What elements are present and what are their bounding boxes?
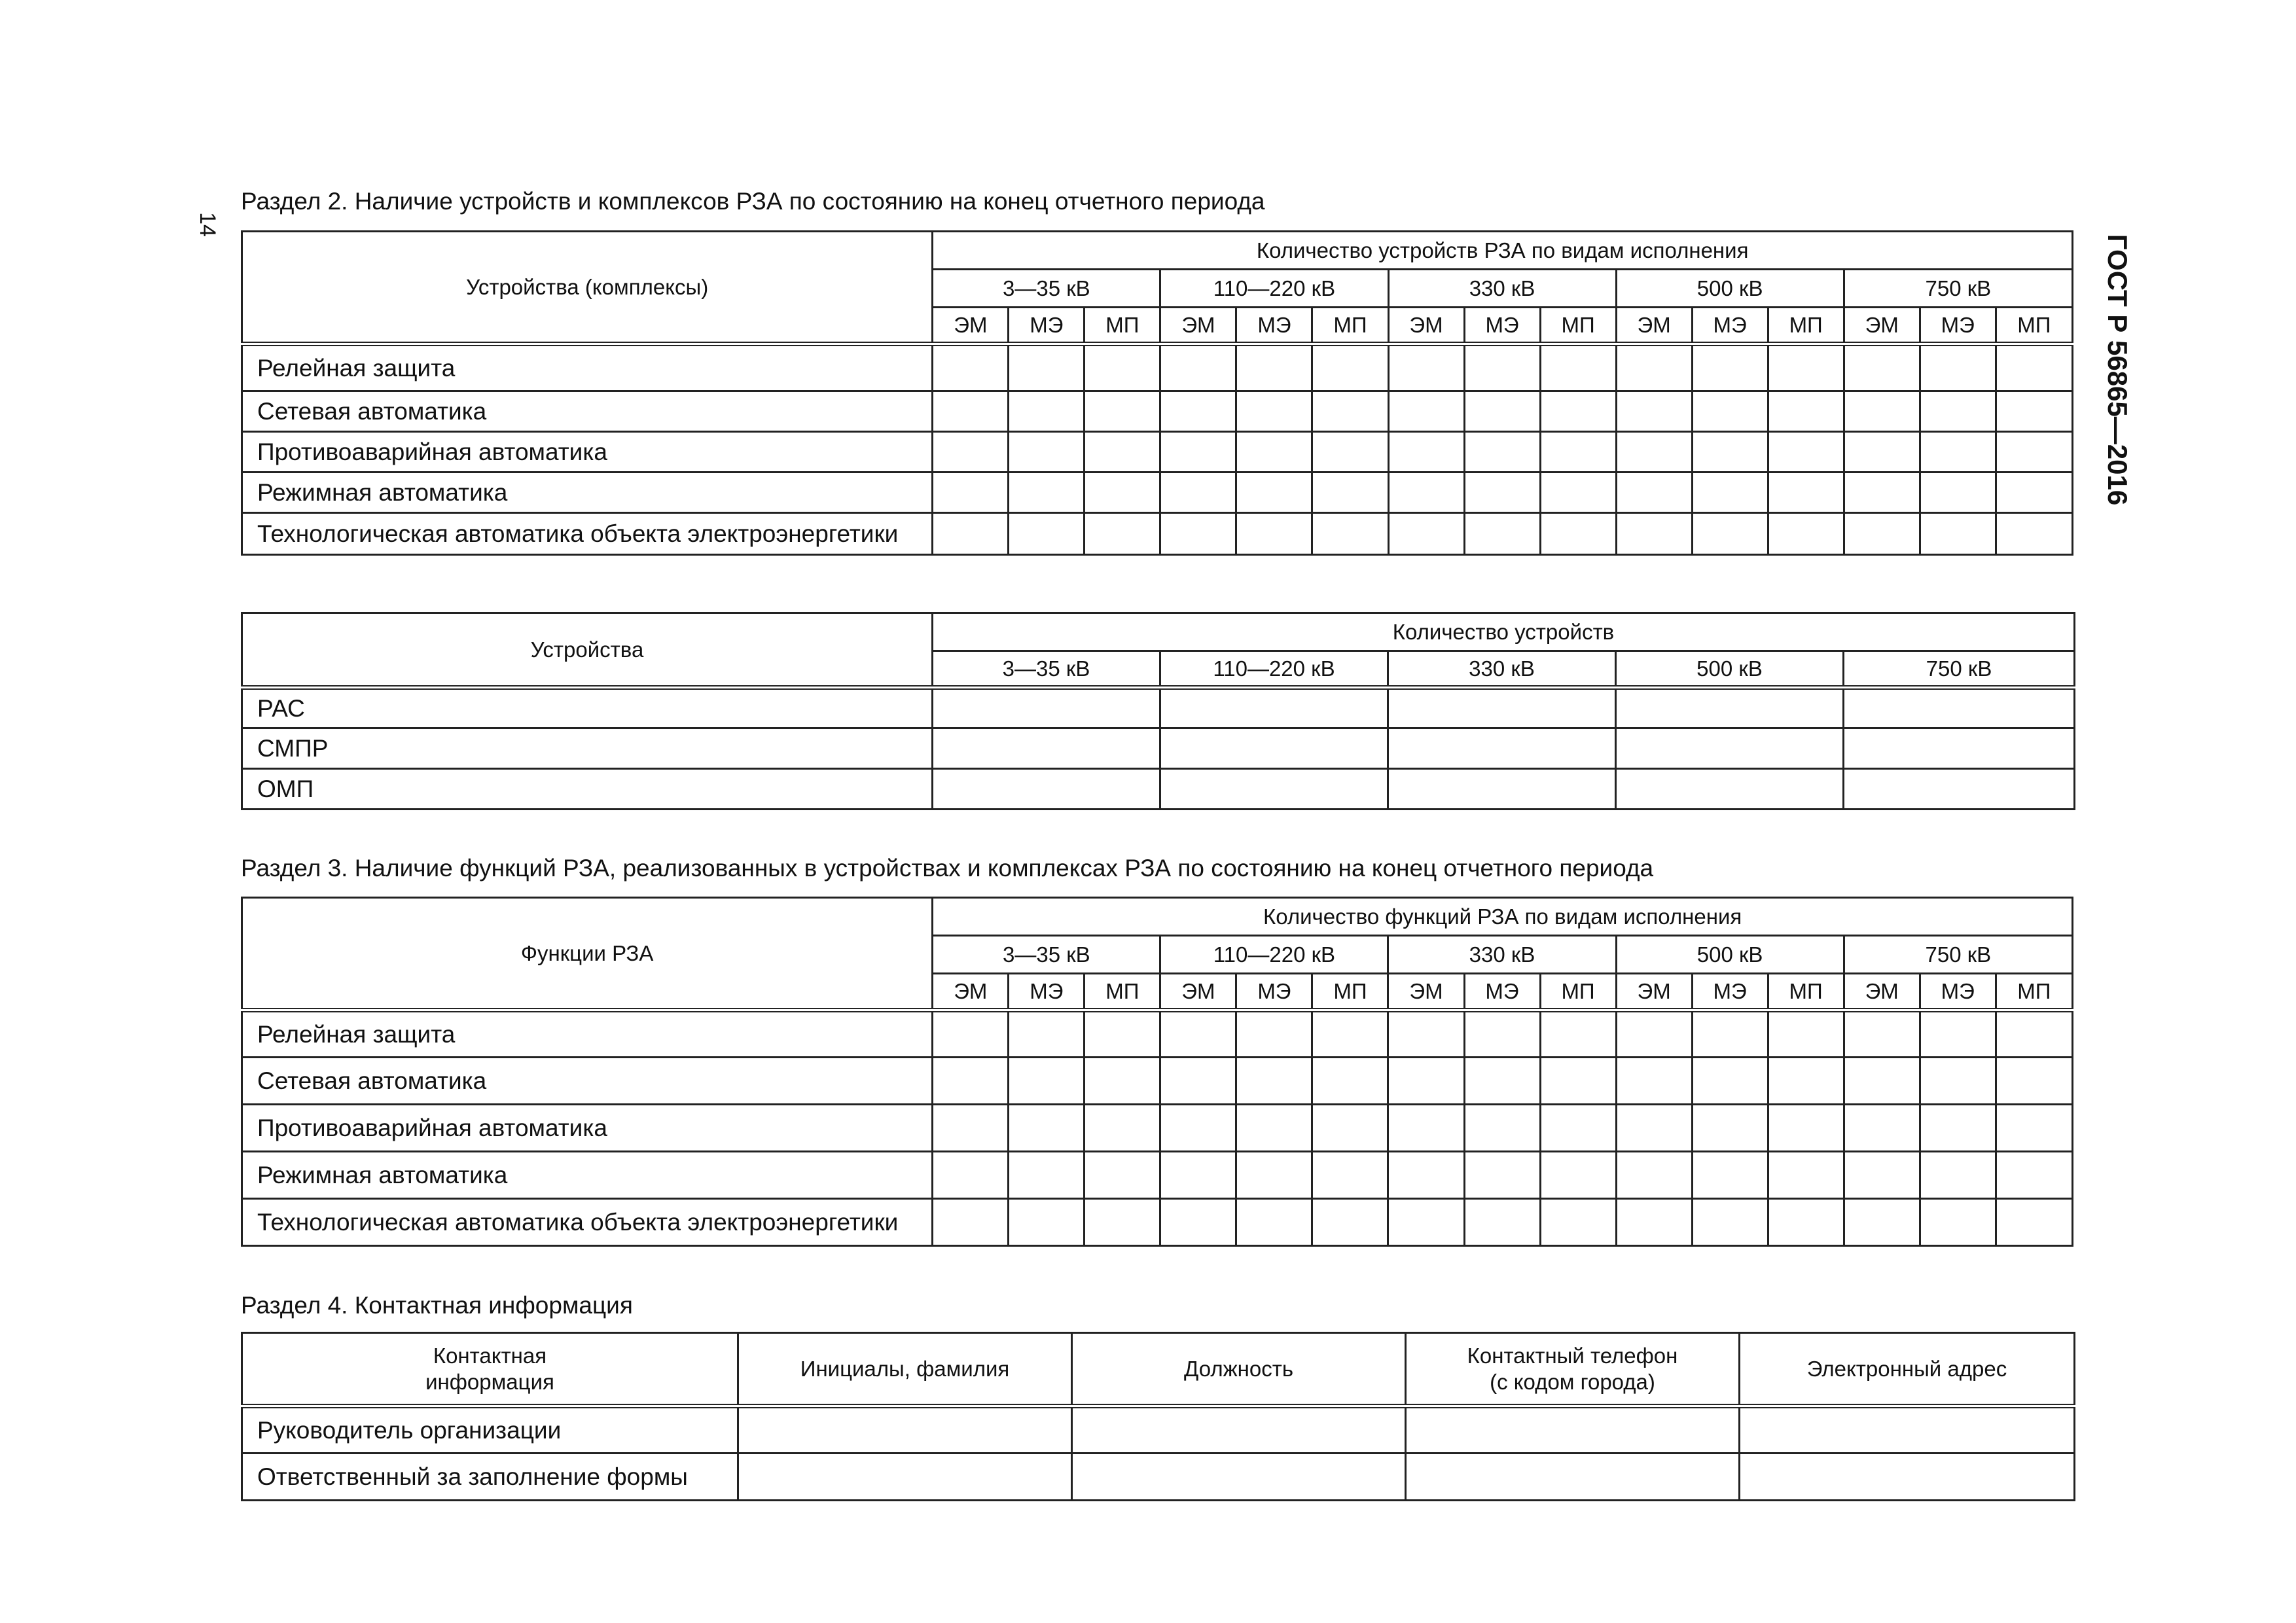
- devices-exec-header-1-0: ЭМ: [1160, 308, 1236, 344]
- functions-exec-header-2-1: МЭ: [1464, 974, 1540, 1010]
- devices-value-cell[interactable]: [1996, 473, 2072, 513]
- devices-value-cell[interactable]: [1844, 391, 1920, 432]
- functions-voltage-header-4: 750 кВ: [1844, 936, 2072, 974]
- devices-value-cell[interactable]: [933, 344, 1009, 391]
- devices-value-cell[interactable]: [1692, 473, 1768, 513]
- functions-value-cell[interactable]: [1920, 1058, 1996, 1105]
- functions-exec-header-0-2: МП: [1085, 974, 1160, 1010]
- functions-value-cell[interactable]: [1085, 1105, 1160, 1152]
- functions-value-cell[interactable]: [1464, 1010, 1540, 1058]
- devices-value-cell[interactable]: [1160, 513, 1236, 555]
- functions-value-cell[interactable]: [1616, 1010, 1692, 1058]
- devices-value-cell[interactable]: [933, 513, 1009, 555]
- devices-exec-header-0-1: МЭ: [1009, 308, 1085, 344]
- functions-value-cell[interactable]: [1692, 1010, 1768, 1058]
- functions-exec-header-0-0: ЭМ: [933, 974, 1009, 1010]
- functions-value-cell[interactable]: [1236, 1058, 1312, 1105]
- table-row: [242, 1058, 2073, 1105]
- functions-corner-header: Функции РЗА: [242, 898, 933, 1010]
- devices-value-cell[interactable]: [1312, 513, 1388, 555]
- devices-value-cell[interactable]: [1616, 473, 1692, 513]
- contact-column-header-4: [1740, 1333, 2075, 1406]
- devices-value-cell[interactable]: [1768, 513, 1844, 555]
- devices-value-cell[interactable]: [933, 391, 1009, 432]
- devices-value-cell[interactable]: [1009, 391, 1085, 432]
- functions-value-cell[interactable]: [1388, 1058, 1464, 1105]
- functions-value-cell[interactable]: [1009, 1199, 1085, 1246]
- functions-value-cell[interactable]: [1312, 1152, 1388, 1199]
- functions-row-label: Режимная автоматика: [242, 1152, 933, 1199]
- functions-value-cell[interactable]: [1996, 1058, 2072, 1105]
- table-row: [242, 1010, 2073, 1058]
- section3-heading: Раздел 3. Наличие функций РЗА, реализованных в устройствах и комплексах РЗА по состоянию на конец отчетного периода: [241, 855, 1654, 882]
- count-value-cell[interactable]: [1160, 728, 1388, 769]
- count-value-cell[interactable]: [1160, 769, 1388, 810]
- count-corner-header: Устройства: [242, 613, 933, 688]
- count-value-cell[interactable]: [1160, 688, 1388, 728]
- devices-value-cell[interactable]: [1920, 432, 1996, 473]
- devices-value-cell[interactable]: [1464, 473, 1540, 513]
- table-row: [242, 473, 2073, 513]
- functions-header-row-1: [242, 898, 2073, 936]
- functions-voltage-header-3: 500 кВ: [1616, 936, 1844, 974]
- functions-value-cell[interactable]: [1768, 1105, 1844, 1152]
- devices-row-label: Технологическая автоматика объекта электроэнергетики: [242, 513, 933, 555]
- functions-value-cell[interactable]: [1692, 1199, 1768, 1246]
- devices-by-execution-table: [241, 230, 2073, 556]
- standard-id: ГОСТ Р 56865—2016: [2102, 234, 2133, 506]
- functions-value-cell[interactable]: [1540, 1105, 1616, 1152]
- count-value-cell[interactable]: [933, 688, 1160, 728]
- count-voltage-header-2: 330 кВ: [1388, 651, 1616, 688]
- table-row: [242, 391, 2073, 432]
- functions-value-cell[interactable]: [1009, 1105, 1085, 1152]
- devices-value-cell[interactable]: [1388, 344, 1464, 391]
- devices-value-cell[interactable]: [1236, 391, 1312, 432]
- functions-exec-header-0-1: МЭ: [1009, 974, 1085, 1010]
- contact-header-line: Контактная: [433, 1343, 547, 1368]
- functions-value-cell[interactable]: [1996, 1105, 2072, 1152]
- contact-value-cell[interactable]: [1406, 1406, 1740, 1454]
- page-number: 14: [195, 212, 220, 237]
- devices-value-cell[interactable]: [1388, 473, 1464, 513]
- functions-value-cell[interactable]: [1844, 1010, 1920, 1058]
- functions-value-cell[interactable]: [1009, 1152, 1085, 1199]
- functions-value-cell[interactable]: [1464, 1152, 1540, 1199]
- functions-value-cell[interactable]: [1388, 1105, 1464, 1152]
- functions-value-cell[interactable]: [1160, 1105, 1236, 1152]
- devices-exec-header-0-0: ЭМ: [933, 308, 1009, 344]
- devices-value-cell[interactable]: [1692, 391, 1768, 432]
- devices-value-cell[interactable]: [1160, 344, 1236, 391]
- functions-value-cell[interactable]: [1009, 1058, 1085, 1105]
- contact-column-header-2: [1072, 1333, 1406, 1406]
- devices-value-cell[interactable]: [1085, 473, 1160, 513]
- functions-value-cell[interactable]: [1160, 1058, 1236, 1105]
- functions-value-cell[interactable]: [1768, 1058, 1844, 1105]
- devices-value-cell[interactable]: [1312, 432, 1388, 473]
- functions-value-cell[interactable]: [1160, 1199, 1236, 1246]
- devices-value-cell[interactable]: [1312, 473, 1388, 513]
- count-value-cell[interactable]: [1844, 688, 2075, 728]
- functions-value-cell[interactable]: [1464, 1199, 1540, 1246]
- functions-exec-header-1-0: ЭМ: [1160, 974, 1236, 1010]
- devices-exec-header-3-1: МЭ: [1692, 308, 1768, 344]
- devices-value-cell[interactable]: [1009, 344, 1085, 391]
- devices-value-cell[interactable]: [1768, 473, 1844, 513]
- functions-value-cell[interactable]: [1616, 1105, 1692, 1152]
- functions-value-cell[interactable]: [1996, 1152, 2072, 1199]
- functions-value-cell[interactable]: [1236, 1199, 1312, 1246]
- count-value-cell[interactable]: [933, 728, 1160, 769]
- devices-voltage-header-4: 750 кВ: [1844, 270, 2072, 308]
- functions-value-cell[interactable]: [1616, 1152, 1692, 1199]
- devices-exec-header-4-0: ЭМ: [1844, 308, 1920, 344]
- functions-value-cell[interactable]: [933, 1010, 1009, 1058]
- contact-header-line: Электронный адрес: [1806, 1356, 2007, 1381]
- contact-value-cell[interactable]: [1740, 1406, 2075, 1454]
- contact-column-header-3: [1406, 1333, 1740, 1406]
- functions-value-cell[interactable]: [1085, 1058, 1160, 1105]
- table-row: [242, 1199, 2073, 1246]
- count-value-cell[interactable]: [1844, 769, 2075, 810]
- contact-header-row: [242, 1333, 2075, 1406]
- count-value-cell[interactable]: [1388, 688, 1616, 728]
- devices-value-cell[interactable]: [1768, 391, 1844, 432]
- functions-value-cell[interactable]: [1085, 1199, 1160, 1246]
- devices-value-cell[interactable]: [933, 432, 1009, 473]
- count-value-cell[interactable]: [1616, 728, 1844, 769]
- functions-value-cell[interactable]: [1768, 1010, 1844, 1058]
- devices-value-cell[interactable]: [1464, 432, 1540, 473]
- devices-value-cell[interactable]: [1844, 432, 1920, 473]
- functions-value-cell[interactable]: [1464, 1105, 1540, 1152]
- devices-corner-header: Устройства (комплексы): [242, 232, 933, 344]
- functions-value-cell[interactable]: [1009, 1010, 1085, 1058]
- functions-exec-header-3-1: МЭ: [1692, 974, 1768, 1010]
- functions-value-cell[interactable]: [1844, 1199, 1920, 1246]
- devices-value-cell[interactable]: [1540, 513, 1616, 555]
- functions-exec-header-1-1: МЭ: [1236, 974, 1312, 1010]
- count-group-header: Количество устройств: [933, 613, 2075, 651]
- devices-value-cell[interactable]: [1312, 391, 1388, 432]
- functions-exec-header-4-1: МЭ: [1920, 974, 1996, 1010]
- contact-header-line: информация: [425, 1369, 554, 1394]
- contact-column-header-0: [242, 1333, 738, 1406]
- count-value-cell[interactable]: [1616, 769, 1844, 810]
- functions-value-cell[interactable]: [1768, 1152, 1844, 1199]
- functions-value-cell[interactable]: [1616, 1199, 1692, 1246]
- devices-value-cell[interactable]: [1160, 391, 1236, 432]
- contact-info-table: [241, 1332, 2075, 1501]
- functions-value-cell[interactable]: [1920, 1199, 1996, 1246]
- devices-value-cell[interactable]: [1009, 432, 1085, 473]
- functions-voltage-header-2: 330 кВ: [1388, 936, 1616, 974]
- count-voltage-header-0: 3—35 кВ: [933, 651, 1160, 688]
- devices-value-cell[interactable]: [1844, 513, 1920, 555]
- contact-header-line: Инициалы, фамилия: [800, 1356, 1010, 1381]
- devices-exec-header-0-2: МП: [1085, 308, 1160, 344]
- devices-value-cell[interactable]: [1920, 344, 1996, 391]
- devices-value-cell[interactable]: [1540, 473, 1616, 513]
- devices-value-cell[interactable]: [1540, 344, 1616, 391]
- functions-value-cell[interactable]: [933, 1199, 1009, 1246]
- functions-exec-header-4-0: ЭМ: [1844, 974, 1920, 1010]
- functions-value-cell[interactable]: [1312, 1058, 1388, 1105]
- devices-value-cell[interactable]: [1692, 344, 1768, 391]
- devices-value-cell[interactable]: [1616, 432, 1692, 473]
- functions-value-cell[interactable]: [1996, 1010, 2072, 1058]
- devices-voltage-header-1: 110—220 кВ: [1160, 270, 1388, 308]
- functions-value-cell[interactable]: [933, 1152, 1009, 1199]
- functions-value-cell[interactable]: [1312, 1105, 1388, 1152]
- devices-value-cell[interactable]: [1920, 473, 1996, 513]
- functions-row-label: Сетевая автоматика: [242, 1058, 933, 1105]
- devices-value-cell[interactable]: [1920, 513, 1996, 555]
- functions-value-cell[interactable]: [1844, 1058, 1920, 1105]
- count-value-cell[interactable]: [1388, 769, 1616, 810]
- devices-value-cell[interactable]: [1844, 344, 1920, 391]
- devices-exec-header-2-0: ЭМ: [1388, 308, 1464, 344]
- devices-exec-header-1-1: МЭ: [1236, 308, 1312, 344]
- functions-voltage-header-0: 3—35 кВ: [933, 936, 1160, 974]
- count-value-cell[interactable]: [1616, 688, 1844, 728]
- devices-value-cell[interactable]: [1464, 391, 1540, 432]
- functions-value-cell[interactable]: [1085, 1152, 1160, 1199]
- devices-value-cell[interactable]: [1768, 432, 1844, 473]
- table-row: [242, 1454, 2075, 1501]
- contact-value-cell[interactable]: [738, 1454, 1072, 1501]
- functions-value-cell[interactable]: [1160, 1010, 1236, 1058]
- functions-value-cell[interactable]: [1920, 1010, 1996, 1058]
- devices-value-cell[interactable]: [1768, 344, 1844, 391]
- devices-value-cell[interactable]: [1236, 344, 1312, 391]
- functions-value-cell[interactable]: [933, 1105, 1009, 1152]
- functions-value-cell[interactable]: [1236, 1105, 1312, 1152]
- table-row: [242, 769, 2075, 810]
- devices-value-cell[interactable]: [1236, 432, 1312, 473]
- table-row: [242, 1105, 2073, 1152]
- devices-value-cell[interactable]: [1236, 473, 1312, 513]
- devices-value-cell[interactable]: [1009, 473, 1085, 513]
- contact-header-line: Контактный телефон: [1467, 1343, 1678, 1368]
- devices-value-cell[interactable]: [1996, 391, 2072, 432]
- functions-value-cell[interactable]: [1160, 1152, 1236, 1199]
- functions-value-cell[interactable]: [1692, 1152, 1768, 1199]
- contact-value-cell[interactable]: [1072, 1454, 1406, 1501]
- devices-value-cell[interactable]: [1920, 391, 1996, 432]
- contact-value-cell[interactable]: [1740, 1454, 2075, 1501]
- table-row: [242, 728, 2075, 769]
- functions-value-cell[interactable]: [1920, 1105, 1996, 1152]
- functions-value-cell[interactable]: [1540, 1058, 1616, 1105]
- devices-value-cell[interactable]: [1996, 344, 2072, 391]
- devices-value-cell[interactable]: [1085, 391, 1160, 432]
- functions-by-execution-table: [241, 897, 2073, 1247]
- devices-value-cell[interactable]: [1540, 432, 1616, 473]
- devices-value-cell[interactable]: [1388, 391, 1464, 432]
- functions-value-cell[interactable]: [1692, 1058, 1768, 1105]
- contact-row-label: Руководитель организации: [242, 1406, 738, 1454]
- devices-exec-header-4-1: МЭ: [1920, 308, 1996, 344]
- functions-value-cell[interactable]: [1996, 1199, 2072, 1246]
- functions-value-cell[interactable]: [1236, 1010, 1312, 1058]
- count-voltage-header-3: 500 кВ: [1616, 651, 1844, 688]
- devices-value-cell[interactable]: [1616, 391, 1692, 432]
- functions-value-cell[interactable]: [1844, 1105, 1920, 1152]
- devices-value-cell[interactable]: [1996, 432, 2072, 473]
- devices-value-cell[interactable]: [1616, 344, 1692, 391]
- devices-row-label: Режимная автоматика: [242, 473, 933, 513]
- functions-row-label: Противоаварийная автоматика: [242, 1105, 933, 1152]
- count-voltage-header-1: 110—220 кВ: [1160, 651, 1388, 688]
- functions-exec-header-4-2: МП: [1996, 974, 2072, 1010]
- devices-value-cell[interactable]: [1464, 344, 1540, 391]
- functions-exec-header-3-0: ЭМ: [1616, 974, 1692, 1010]
- devices-exec-header-4-2: МП: [1996, 308, 2072, 344]
- functions-row-label: Технологическая автоматика объекта электроэнергетики: [242, 1199, 933, 1246]
- functions-value-cell[interactable]: [1312, 1010, 1388, 1058]
- device-count-table: [241, 612, 2075, 810]
- functions-value-cell[interactable]: [1236, 1152, 1312, 1199]
- devices-header-row-1: [242, 232, 2073, 270]
- devices-exec-header-1-2: МП: [1312, 308, 1388, 344]
- contact-header-line: Должность: [1183, 1356, 1294, 1381]
- devices-value-cell[interactable]: [1009, 513, 1085, 555]
- devices-value-cell[interactable]: [1464, 513, 1540, 555]
- table-row: [242, 688, 2075, 728]
- functions-value-cell[interactable]: [1692, 1105, 1768, 1152]
- devices-value-cell[interactable]: [1160, 432, 1236, 473]
- table-row: [242, 513, 2073, 555]
- functions-exec-header-2-0: ЭМ: [1388, 974, 1464, 1010]
- functions-value-cell[interactable]: [1388, 1010, 1464, 1058]
- devices-row-label: Сетевая автоматика: [242, 391, 933, 432]
- devices-voltage-header-0: 3—35 кВ: [933, 270, 1160, 308]
- table-row: [242, 432, 2073, 473]
- count-value-cell[interactable]: [1388, 728, 1616, 769]
- count-row-label: ОМП: [242, 769, 933, 810]
- table-row: [242, 344, 2073, 391]
- count-row-label: РАС: [242, 688, 933, 728]
- devices-exec-header-3-2: МП: [1768, 308, 1844, 344]
- devices-value-cell[interactable]: [1540, 391, 1616, 432]
- count-value-cell[interactable]: [933, 769, 1160, 810]
- contact-row-label: Ответственный за заполнение формы: [242, 1454, 738, 1501]
- table-row: [242, 1152, 2073, 1199]
- count-row-label: СМПР: [242, 728, 933, 769]
- functions-value-cell[interactable]: [1388, 1199, 1464, 1246]
- devices-value-cell[interactable]: [1160, 473, 1236, 513]
- functions-value-cell[interactable]: [1085, 1010, 1160, 1058]
- devices-row-label: Противоаварийная автоматика: [242, 432, 933, 473]
- devices-exec-header-2-1: МЭ: [1464, 308, 1540, 344]
- functions-group-header: Количество функций РЗА по видам исполнения: [933, 898, 2073, 936]
- devices-row-label: Релейная защита: [242, 344, 933, 391]
- devices-value-cell[interactable]: [1844, 473, 1920, 513]
- functions-value-cell[interactable]: [1388, 1152, 1464, 1199]
- devices-value-cell[interactable]: [1085, 432, 1160, 473]
- devices-group-header: Количество устройств РЗА по видам исполнения: [933, 232, 2073, 270]
- devices-value-cell[interactable]: [1692, 432, 1768, 473]
- count-voltage-header-4: 750 кВ: [1844, 651, 2075, 688]
- functions-value-cell[interactable]: [1616, 1058, 1692, 1105]
- count-header-row-1: [242, 613, 2075, 651]
- functions-exec-header-3-2: МП: [1768, 974, 1844, 1010]
- functions-value-cell[interactable]: [1844, 1152, 1920, 1199]
- devices-voltage-header-2: 330 кВ: [1388, 270, 1616, 308]
- table-row: [242, 1406, 2075, 1454]
- functions-value-cell[interactable]: [1312, 1199, 1388, 1246]
- contact-value-cell[interactable]: [1072, 1406, 1406, 1454]
- devices-value-cell[interactable]: [1388, 432, 1464, 473]
- functions-value-cell[interactable]: [1540, 1152, 1616, 1199]
- functions-exec-header-2-2: МП: [1540, 974, 1616, 1010]
- devices-value-cell[interactable]: [933, 473, 1009, 513]
- functions-row-label: Релейная защита: [242, 1010, 933, 1058]
- contact-header-line: (с кодом города): [1490, 1369, 1655, 1394]
- contact-column-header-1: [738, 1333, 1072, 1406]
- devices-value-cell[interactable]: [1085, 344, 1160, 391]
- devices-value-cell[interactable]: [1692, 513, 1768, 555]
- devices-value-cell[interactable]: [1996, 513, 2072, 555]
- devices-value-cell[interactable]: [1616, 513, 1692, 555]
- contact-value-cell[interactable]: [738, 1406, 1072, 1454]
- functions-exec-header-1-2: МП: [1312, 974, 1388, 1010]
- section2-heading: Раздел 2. Наличие устройств и комплексов РЗА по состоянию на конец отчетного периода: [241, 188, 1265, 215]
- functions-value-cell[interactable]: [1768, 1199, 1844, 1246]
- functions-value-cell[interactable]: [1540, 1010, 1616, 1058]
- count-value-cell[interactable]: [1844, 728, 2075, 769]
- devices-value-cell[interactable]: [1085, 513, 1160, 555]
- devices-exec-header-2-2: МП: [1540, 308, 1616, 344]
- functions-value-cell[interactable]: [1920, 1152, 1996, 1199]
- devices-exec-header-3-0: ЭМ: [1616, 308, 1692, 344]
- functions-voltage-header-1: 110—220 кВ: [1160, 936, 1388, 974]
- functions-value-cell[interactable]: [1540, 1199, 1616, 1246]
- devices-value-cell[interactable]: [1236, 513, 1312, 555]
- contact-value-cell[interactable]: [1406, 1454, 1740, 1501]
- functions-value-cell[interactable]: [933, 1058, 1009, 1105]
- devices-voltage-header-3: 500 кВ: [1616, 270, 1844, 308]
- devices-value-cell[interactable]: [1388, 513, 1464, 555]
- section4-heading: Раздел 4. Контактная информация: [241, 1292, 633, 1319]
- functions-value-cell[interactable]: [1464, 1058, 1540, 1105]
- devices-value-cell[interactable]: [1312, 344, 1388, 391]
